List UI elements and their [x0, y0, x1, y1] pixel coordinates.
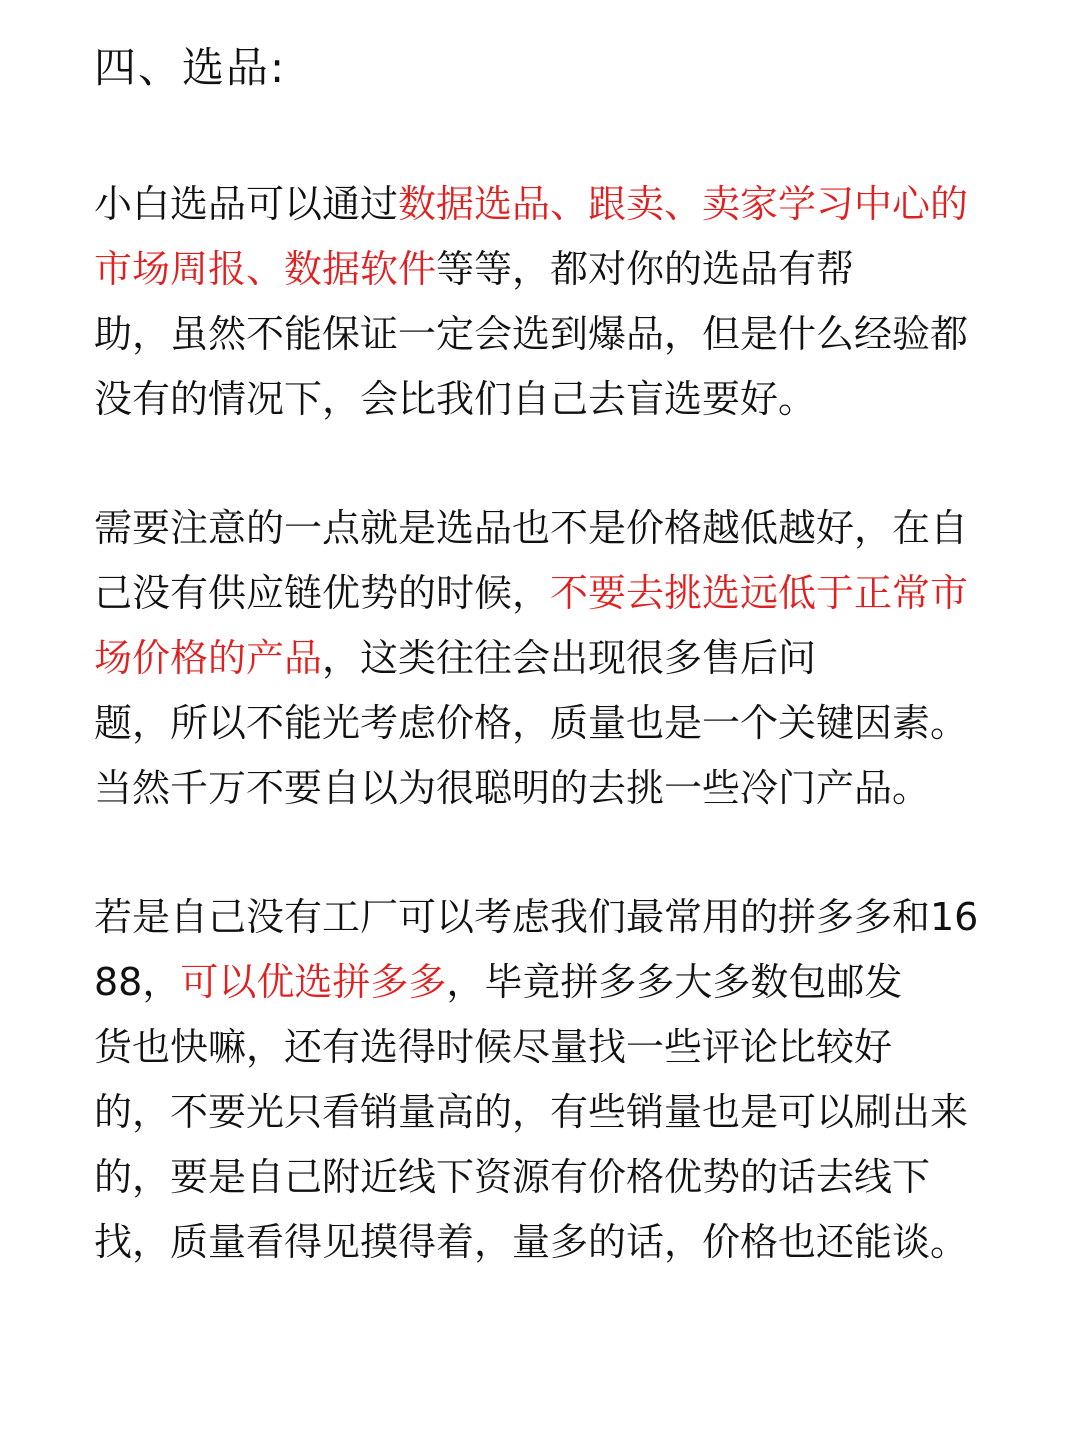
para3-text-2: ，毕竟拼多多大多数包邮发 货也快嘛，还有选得时候尽量找一些评论比较好 的，不要光只看销量高的，有些销量也是可以刷出来的，要是自己附近线下资源有价格优势的话去线下找，质量看得见摸得着，量多的话，价格也还能谈。: [94, 960, 969, 1264]
para3-text-1: 若是自己没有工厂可以考虑我们最常用的拼多多和1688，: [94, 895, 979, 1004]
paragraph-price-caution: [94, 496, 994, 821]
paragraph-selection-methods: [94, 172, 994, 432]
article: [94, 34, 994, 1339]
para2-highlight: 不要去挑选远低于正常市场价格的产品: [94, 571, 969, 680]
section-heading: 四、选品:: [94, 43, 287, 92]
para3-highlight: 可以优选拼多多: [180, 960, 447, 1004]
para1-highlight: 数据选品、跟卖、卖家学习中心的市场周报、数据软件: [94, 182, 969, 291]
para1-text-2: 等等，都对你的选品有帮 助，虽然不能保证一定会选到爆品，但是什么经验都没有的情况下，会比我们自己去盲选要好。: [94, 247, 969, 421]
paragraph-sourcing: [94, 885, 994, 1275]
para2-text-1: 需要注意的一点就是选品也不是价格越低越好，在自己没有供应链优势的时候，: [94, 506, 969, 615]
para1-text-1: 小白选品可以通过: [94, 182, 399, 226]
para2-text-2: ，这类往往会出现很多售后问 题，所以不能光考虑价格，质量也是一个关键因素。当然千万不要自以为很聪明的去挑一些冷门产品。: [94, 636, 969, 810]
